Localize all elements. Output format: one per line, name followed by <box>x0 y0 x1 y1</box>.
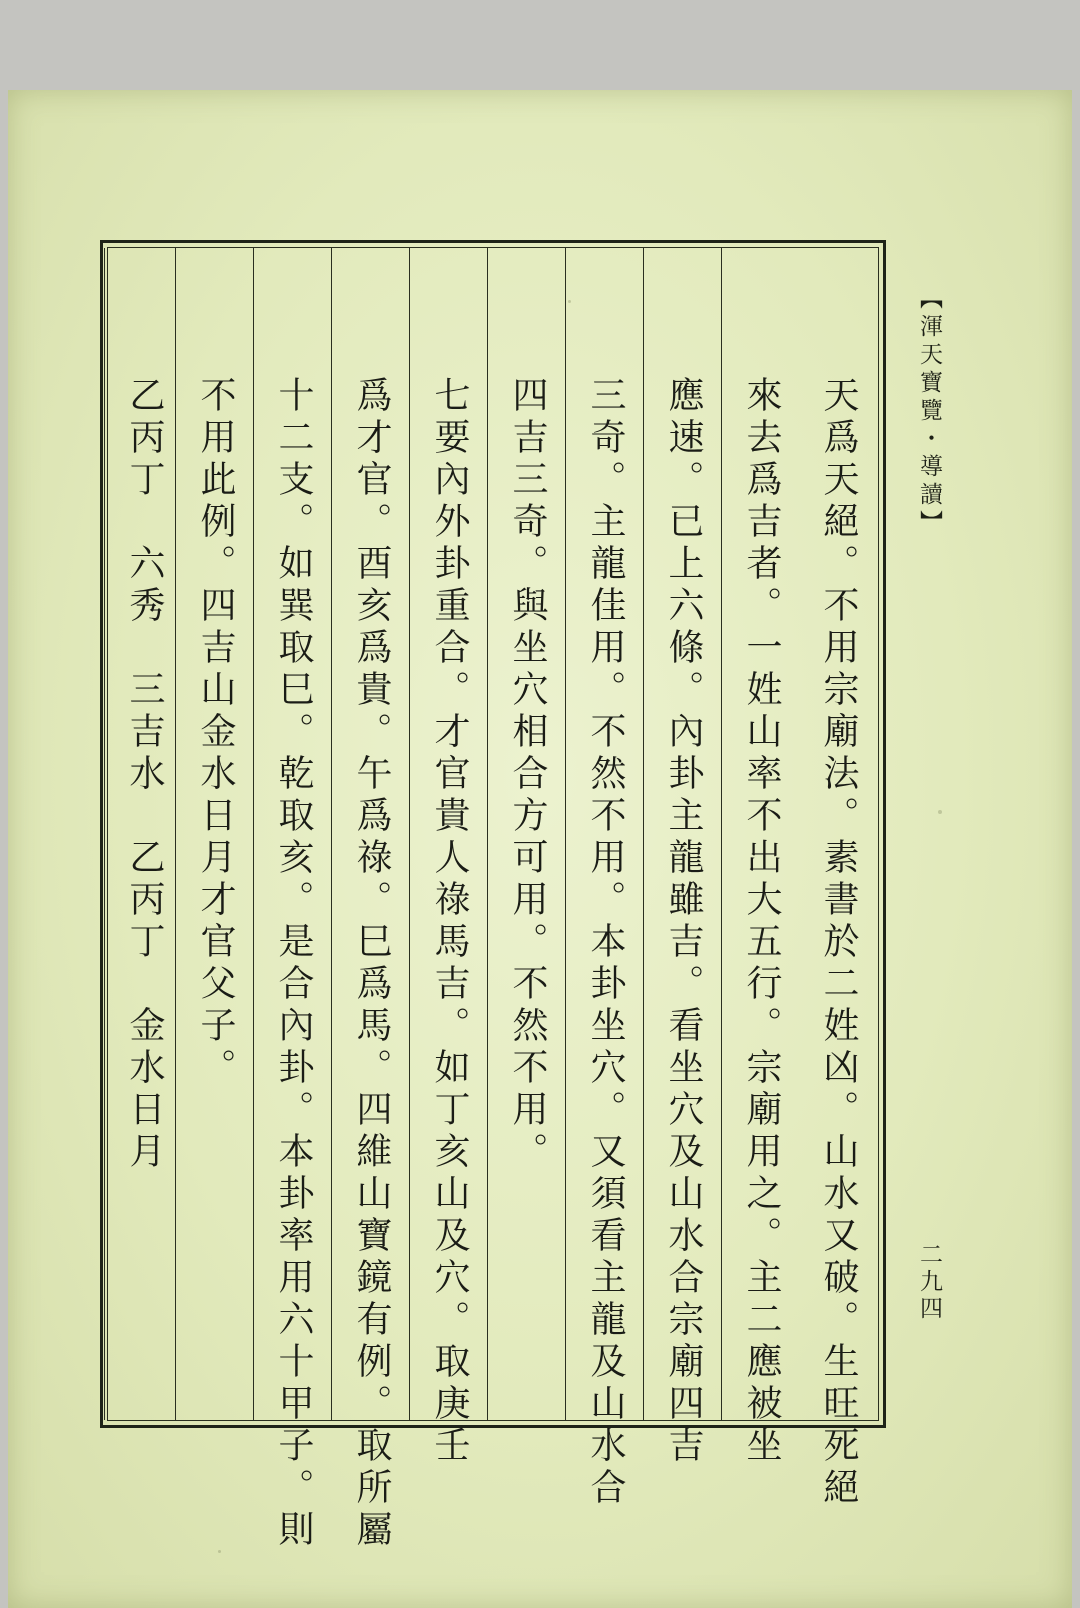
text-column <box>104 248 176 1420</box>
column-text: 天爲天絕。不用宗廟法。素書於二姓凶。山水又破。生旺死絕 <box>818 376 859 1510</box>
text-column <box>409 248 488 1468</box>
running-head: 【渾天寶覽・導讀】 <box>916 286 942 538</box>
column-grid <box>107 247 879 1552</box>
column-text: 十二支。如巽取巳。乾取亥。是合內卦。本卦率用六十甲子。則 <box>273 376 314 1552</box>
text-column <box>253 248 332 1552</box>
column-text: 四吉三奇。與坐穴相合方可用。不然不用。 <box>507 376 548 1174</box>
paper-speck <box>218 1550 221 1553</box>
column-text: 爲才官。酉亥爲貴。午爲祿。巳爲馬。四維山寶鏡有例。取所屬 <box>351 376 392 1552</box>
column-text: 七要內外卦重合。才官貴人祿馬吉。如丁亥山及穴。取庚壬 <box>429 376 470 1468</box>
text-column <box>565 248 644 1510</box>
paper-speck <box>938 810 942 814</box>
column-text: 三奇。主龍佳用。不然不用。本卦坐穴。又須看主龍及山水合 <box>585 376 626 1510</box>
text-frame <box>100 240 886 1552</box>
text-column <box>799 248 878 1510</box>
text-column <box>643 248 722 1468</box>
text-column <box>721 248 800 1468</box>
text-column <box>487 248 566 1420</box>
text-column <box>331 248 410 1552</box>
column-text: 不用此例。四吉山金水日月才官父子。 <box>195 376 236 1090</box>
column-text: 應速。已上六條。內卦主龍雖吉。看坐穴及山水合宗廟四吉 <box>663 376 704 1468</box>
book-page <box>8 90 1072 1608</box>
text-column <box>175 248 254 1420</box>
column-text: 來去爲吉者。一姓山率不出大五行。宗廟用之。主二應被坐 <box>741 376 782 1468</box>
column-text: 乙丙丁 六秀 三吉水 乙丙丁 金水日月 <box>124 376 165 1174</box>
page-number: 二九四 <box>916 1242 942 1323</box>
